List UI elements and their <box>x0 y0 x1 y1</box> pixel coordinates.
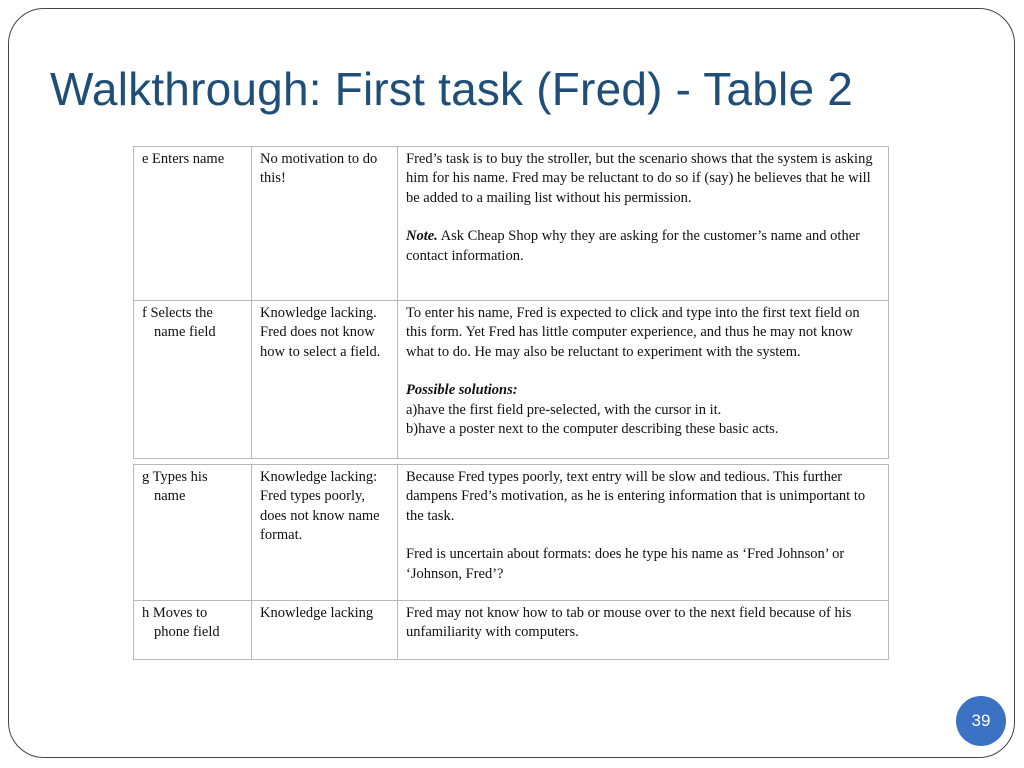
solution-b: b)have a poster next to the computer describing these basic acts. <box>406 421 779 438</box>
issue-cell: Knowledge lacking. Fred does not know how to select a field. <box>252 301 398 459</box>
description-cell <box>398 465 889 601</box>
description-text: Fred’s task is to buy the stroller, but the scenario shows that the system is asking him for his name. Fred may be reluctant to do so if (say) he believes that he will be added to a mailing list without his permission. <box>406 151 873 206</box>
step-cell <box>134 301 252 459</box>
step-cell <box>134 147 252 301</box>
solutions-label: Possible solutions: <box>406 382 518 399</box>
step-label-continued: name <box>154 488 186 505</box>
step-label-continued: name field <box>154 324 216 341</box>
step-label-continued: phone field <box>154 624 220 641</box>
table-row <box>134 465 889 601</box>
page-number-badge: 39 <box>956 696 1006 746</box>
step-label: f Selects the <box>142 305 213 321</box>
walkthrough-table-1 <box>133 146 889 459</box>
description-text: To enter his name, Fred is expected to click and type into the first text field on this form. Yet Fred has little computer experience, and thus he may not know what to do. He may also be reluctant to experiment with the system. <box>406 305 860 360</box>
slide-title: Walkthrough: First task (Fred) - Table 2 <box>50 63 854 115</box>
note-label: Note. <box>406 228 438 245</box>
description-cell <box>398 147 889 301</box>
table-row <box>134 601 889 660</box>
issue-cell: Knowledge lacking <box>252 601 398 660</box>
issue-cell: Knowledge lacking: Fred types poorly, does not know name format. <box>252 465 398 601</box>
step-cell <box>134 465 252 601</box>
description-text-2: Fred is uncertain about formats: does he type his name as ‘Fred Johnson’ or ‘Johnson, Fred’? <box>406 546 845 582</box>
step-label: g Types his <box>142 469 208 485</box>
issue-cell: No motivation to do this! <box>252 147 398 301</box>
step-label: h Moves to <box>142 605 208 621</box>
table-row <box>134 147 889 301</box>
description-cell <box>398 301 889 459</box>
solutions-paragraph <box>406 381 880 439</box>
walkthrough-table-2 <box>133 464 889 660</box>
step-cell <box>134 601 252 660</box>
description-text: Because Fred types poorly, text entry will be slow and tedious. This further dampens Fred’s motivation, as he is entering information that is unimportant to the task. <box>406 469 866 524</box>
solution-a: a)have the first field pre-selected, with the cursor in it. <box>406 401 722 418</box>
step-label: e Enters name <box>142 151 225 167</box>
description-cell: Fred may not know how to tab or mouse over to the next field because of his unfamiliarity with computers. <box>398 601 889 660</box>
note-text: Ask Cheap Shop why they are asking for the customer’s name and other contact information. <box>406 228 860 264</box>
note-paragraph <box>406 227 880 266</box>
table-row <box>134 301 889 459</box>
